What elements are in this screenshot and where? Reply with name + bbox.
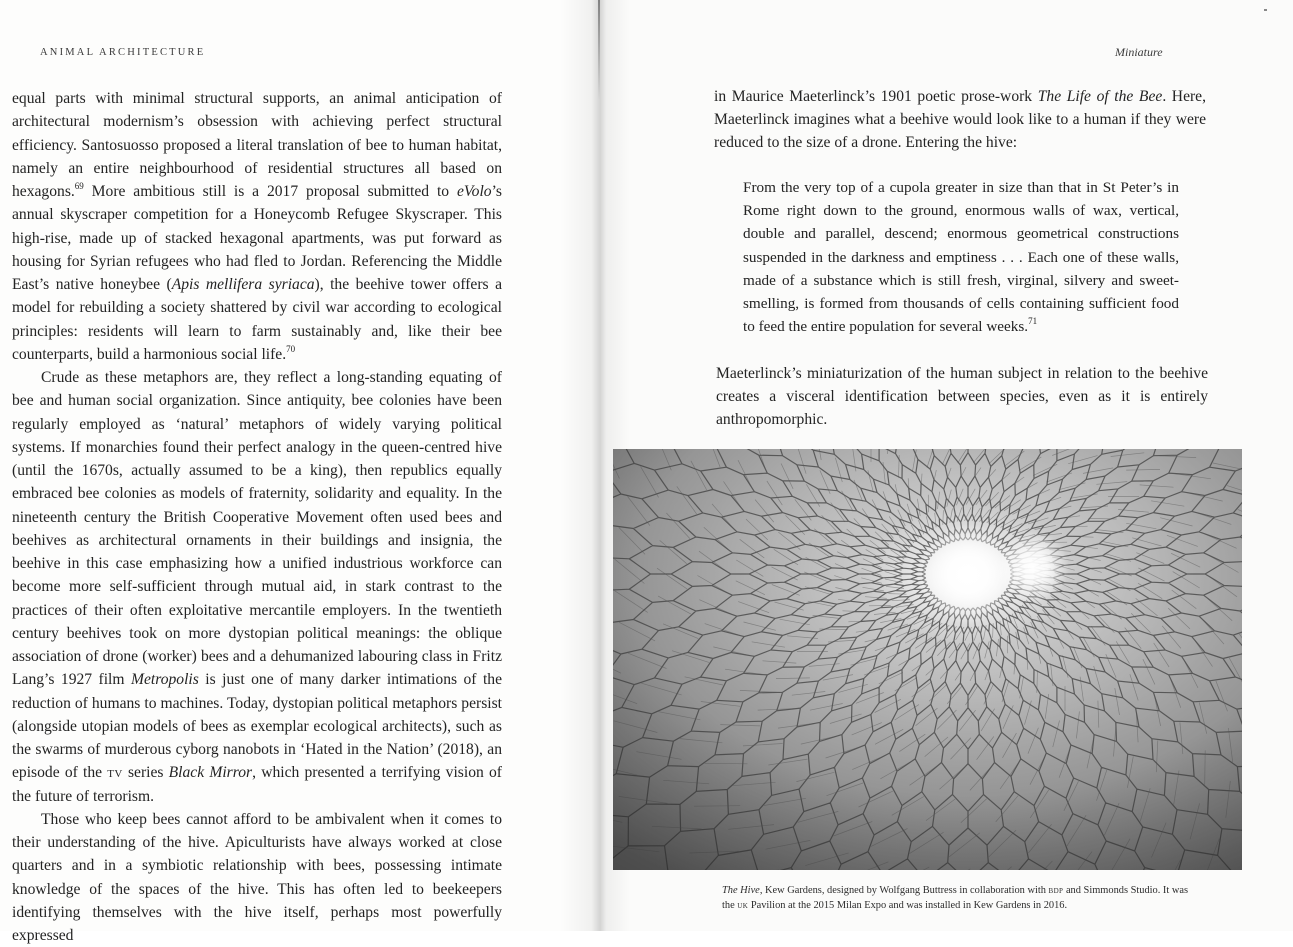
scan-mark [1264,9,1267,11]
text-run: and Simmonds Studio. It was the [722,885,1189,911]
footnote-ref: 71 [1028,316,1038,327]
quote-text: From the very top of a cupola greater in size than that in St Peter’s in Rome right down to the ground, enormous walls of wax, vertical, double and parallel, descend; enormous geometrical constructions suspended in the darkness and emptiness . . . Each one of these walls, made of a substance which is still fresh, virginal, silvery and sweet-smelling, is formed from thousands of cells containing sufficient food to feed the entire population for several weeks. [743,179,1179,336]
italic-run: Black Mirror [168,764,253,782]
after-quote-paragraph: Maeterlinck’s miniaturization of the human subject in relation to the beehive creates a visceral identification between species, even as it is entirely anthropomorphic. [716,365,1208,429]
caption-title: The Hive [722,885,760,896]
running-head-left: ANIMAL ARCHITECTURE [40,47,206,58]
text-run: equal parts with minimal structural supports, an animal anticipation of architectural modernism’s obsession with achieving perfect structural efficiency. Santosuosso proposed a literal translation of bee to human habitat, namely an entire neighbourhood of residential structures all based on hexagons. [12,90,502,200]
hive-photo [613,449,1242,870]
text-run: , Kew Gardens, designed by Wolfgang Buttress in collaboration with [759,885,1049,896]
small-caps-run: uk [737,900,749,911]
text-run: ), the beehive tower offers a model for rebuilding a society shattered by civil war according to ecological principles: residents will learn to farm sustainably and, like their bee counterparts, build a harmonious social life. [12,276,502,363]
text-run: is just one of many darker intimations of the reduction of humans to machines. Today, dystopian political metaphors persist (alongside utopian models of bees as exemplar ecological architects), such as the swarms of murderous cyborg nanobots in ‘Hated in the Nation’ (2018), an episode of the [12,671,502,782]
paragraph-1 [12,87,502,366]
book-gutter-line [598,0,600,100]
hive-vignette [613,449,1242,870]
small-caps-run: bdp [1048,885,1064,896]
text-run: series [122,764,169,782]
italic-run: eVolo [456,183,492,200]
text-run: , which presented a terrifying vision of the future of terrorism. [12,764,502,805]
paragraph-3: Those who keep bees cannot afford to be ambivalent when it comes to their understanding of the hive. Apiculturists have always worked at close quarters and in a symbiotic relationship with bees, possessing intimate knowledge of the spaces of the hive. This has often led to beekeepers identifying themselves with the hive itself, perhaps most powerfully expressed [12,810,502,944]
paragraph-2 [12,366,502,808]
text-run: . Here, Maeterlinck imagines what a beehive would look like to a human if they were reduced to the size of a drone. Entering the hive: [714,88,1207,152]
text-run: Pavilion at the 2015 Milan Expo and was installed in Kew Gardens in 2016. [748,900,1068,911]
block-quote [743,176,1179,338]
hive-lattice-image [613,449,1242,870]
italic-run: Metropolis [130,671,199,689]
text-run: in Maurice Maeterlinck’s 1901 poetic prose-work [714,88,1038,105]
italic-run: The Life of the Bee [1037,88,1163,105]
left-page-body [12,87,502,947]
right-page-intro [714,85,1206,155]
text-run: Crude as these metaphors are, they reflect a long-standing equating of bee and human social organization. Since antiquity, bee colonies have been regularly employed as ‘natural’ metaphors of widely varying political systems. If monarchies found their perfect analogy in the queen-centred hive (until the 1670s, actually assumed to be a king), then republics equally embraced bee colonies as models of fraternity, solidarity and equality. In the nineteenth century the British Cooperative Movement often used bees and beehives as architectural ornaments in their buildings and insignia, the beehive in this case emphasizing how a unified industrious workforce can become more self-sufficient through mutual aid, in stark contrast to the practices of their often exploitative mercantile employers. In the twentieth century beehives took on more dystopian political meanings: the oblique association of drone (worker) bees and a dehumanized labouring class in Fritz Lang’s 1927 film [12,369,502,689]
footnote-ref: 70 [286,343,296,354]
text-run: More ambitious still is a 2017 proposal submitted to [83,183,457,200]
footnote-ref: 69 [74,181,84,191]
running-head-right: Miniature [1115,45,1163,59]
italic-run: Apis mellifera syriaca [171,276,315,293]
text-run: ’s annual skyscraper competition for a Honeycomb Refugee Skyscraper. This high-rise, made up of stacked hexagonal apartments, was put forward as housing for Syrian refugees who had fled to Jordan. Referencing the Middle East’s native honeybee ( [12,183,502,293]
photo-caption [722,883,1192,913]
intro-paragraph [714,85,1206,155]
small-caps-run: tv [107,764,123,782]
